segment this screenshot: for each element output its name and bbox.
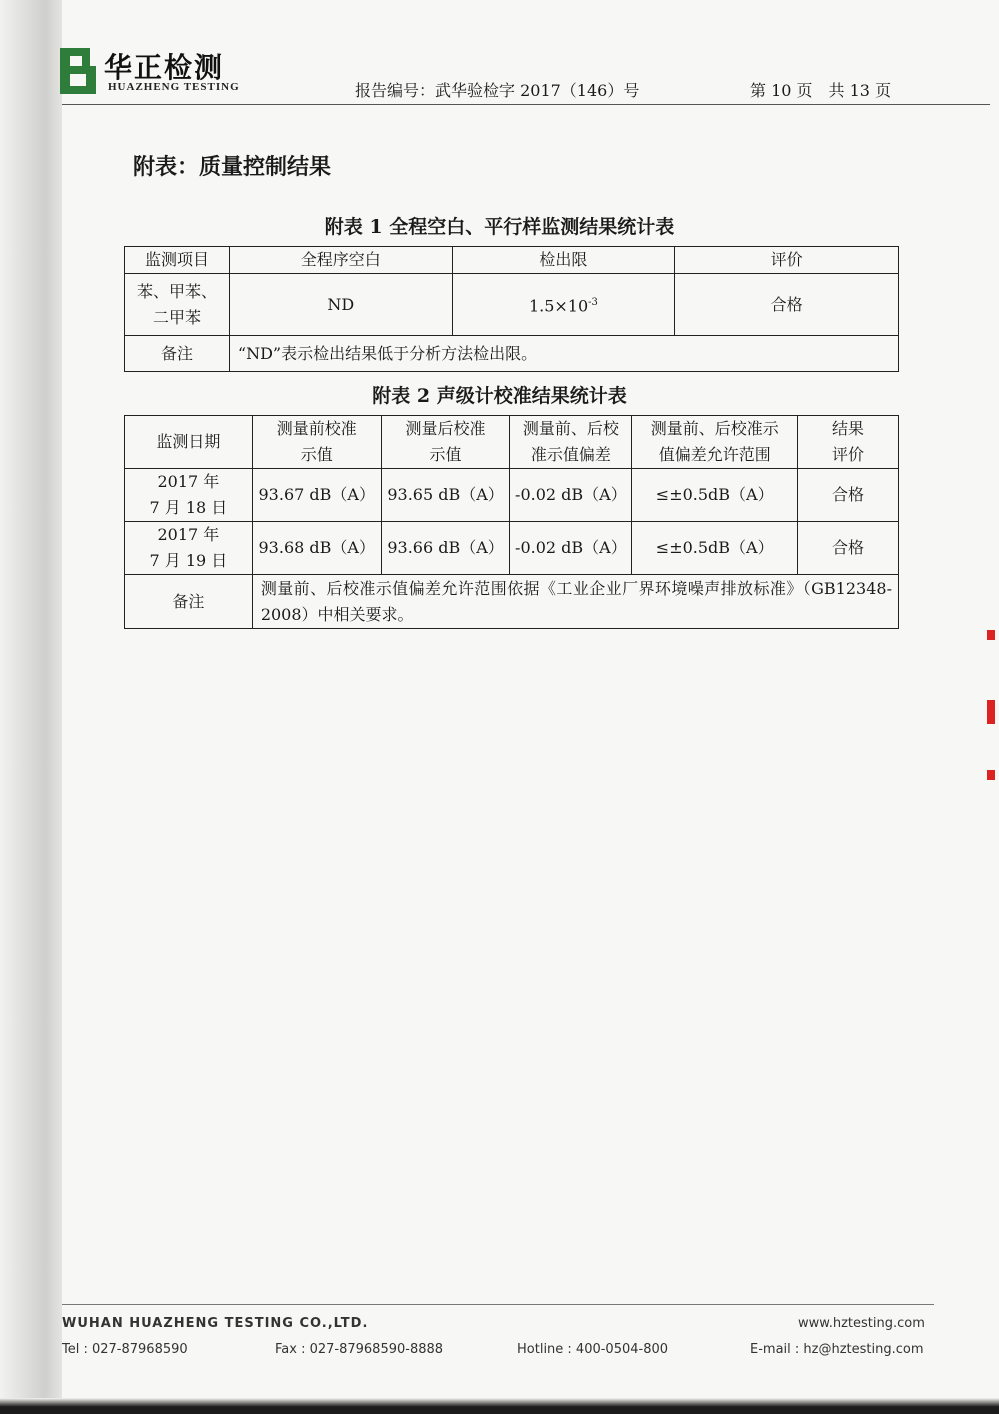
date-line: 2017 年 (157, 525, 220, 544)
header-line: 评价 (832, 445, 865, 464)
footer-divider (62, 1304, 934, 1305)
header-line: 示值 (429, 445, 462, 464)
note-text: “ND”表示检出结果低于分析方法检出限。 (229, 336, 898, 372)
header-cell (381, 416, 510, 469)
before-cell: 93.67 dB（A） (252, 469, 381, 522)
date-cell (125, 522, 253, 575)
header-line: 测量前、后校 (522, 419, 619, 438)
allowed-range-cell: ≤±0.5dB（A） (632, 469, 798, 522)
logo-english-name: HUAZHENG TESTING (108, 81, 240, 93)
result-cell: 合格 (798, 469, 899, 522)
detection-limit-cell (452, 274, 675, 336)
table-row (125, 274, 899, 336)
allowed-range-cell: ≤±0.5dB（A） (632, 522, 798, 575)
section-title: 附表：质量控制结果 (133, 155, 332, 180)
before-cell: 93.68 dB（A） (252, 522, 381, 575)
evaluation-cell: 合格 (675, 274, 899, 336)
note-text: 测量前、后校准示值偏差允许范围依据《工业企业厂界环境噪声排放标准》（GB12348-2008）中相关要求。 (252, 575, 898, 629)
footer-email: E-mail : hz@hztesting.com (750, 1342, 924, 1357)
date-cell (125, 469, 253, 522)
table-header-row (125, 416, 899, 469)
blank-parallel-results-table (124, 246, 899, 372)
footer-telephone: Tel : 027-87968590 (62, 1342, 188, 1357)
header-line: 测量后校准 (405, 419, 486, 438)
note-row (125, 575, 899, 629)
red-stamp-edge (987, 630, 995, 640)
scan-shadow-bottom (0, 1398, 999, 1414)
footer-company: WUHAN HUAZHENG TESTING CO.,LTD. (62, 1316, 369, 1331)
note-row (125, 336, 899, 372)
red-stamp-edge (987, 770, 995, 780)
header-cell (252, 416, 381, 469)
red-stamp-edge (987, 700, 995, 724)
logo-chinese-name: 华正检测 (104, 51, 225, 84)
sound-level-calibration-table (124, 415, 899, 629)
table-row (125, 469, 899, 522)
table-row (125, 522, 899, 575)
report-number: 报告编号：武华验检字 2017（146）号 (355, 81, 640, 100)
item-line: 苯、甲苯、 (136, 281, 217, 301)
limit-exponent: -3 (588, 296, 598, 308)
footer-website: www.hztesting.com (798, 1316, 925, 1331)
header-line: 监测日期 (156, 432, 221, 451)
note-label: 备注 (125, 575, 253, 629)
header-cell (125, 416, 253, 469)
deviation-cell: -0.02 dB（A） (510, 469, 632, 522)
after-cell: 93.66 dB（A） (381, 522, 510, 575)
header-cell: 监测项目 (125, 247, 230, 274)
page-number: 第 10 页 共 13 页 (750, 81, 892, 100)
logo-mark-icon (60, 48, 96, 94)
blank-cell: ND (229, 274, 452, 336)
date-line: 2017 年 (157, 472, 220, 491)
header-line: 结果 (832, 419, 865, 438)
header-cell (798, 416, 899, 469)
header-cell: 评价 (675, 247, 899, 274)
date-line: 7 月 18 日 (149, 498, 228, 517)
header-line: 值偏差允许范围 (658, 445, 771, 464)
header-cell: 全程序空白 (229, 247, 452, 274)
header-cell: 检出限 (452, 247, 675, 274)
header-line: 示值 (300, 445, 333, 464)
deviation-cell: -0.02 dB（A） (510, 522, 632, 575)
table2-caption: 附表 2 声级计校准结果统计表 (372, 385, 627, 407)
header-cell (510, 416, 632, 469)
item-line: 二甲苯 (152, 307, 201, 327)
header-divider (62, 104, 990, 105)
header-line: 测量前校准 (276, 419, 357, 438)
result-cell: 合格 (798, 522, 899, 575)
footer-fax: Fax : 027-87968590-8888 (275, 1342, 444, 1357)
limit-base: 1.5×10 (528, 296, 589, 316)
table-header-row (125, 247, 899, 274)
header-line: 准示值偏差 (530, 445, 611, 464)
table1-caption: 附表 1 全程空白、平行样监测结果统计表 (324, 216, 675, 238)
date-line: 7 月 19 日 (149, 551, 228, 570)
footer-hotline: Hotline : 400-0504-800 (517, 1342, 669, 1357)
header-line: 测量前、后校准示 (650, 419, 779, 438)
company-logo (60, 46, 250, 98)
after-cell: 93.65 dB（A） (381, 469, 510, 522)
item-cell (125, 274, 230, 336)
header-cell (632, 416, 798, 469)
note-label: 备注 (125, 336, 230, 372)
